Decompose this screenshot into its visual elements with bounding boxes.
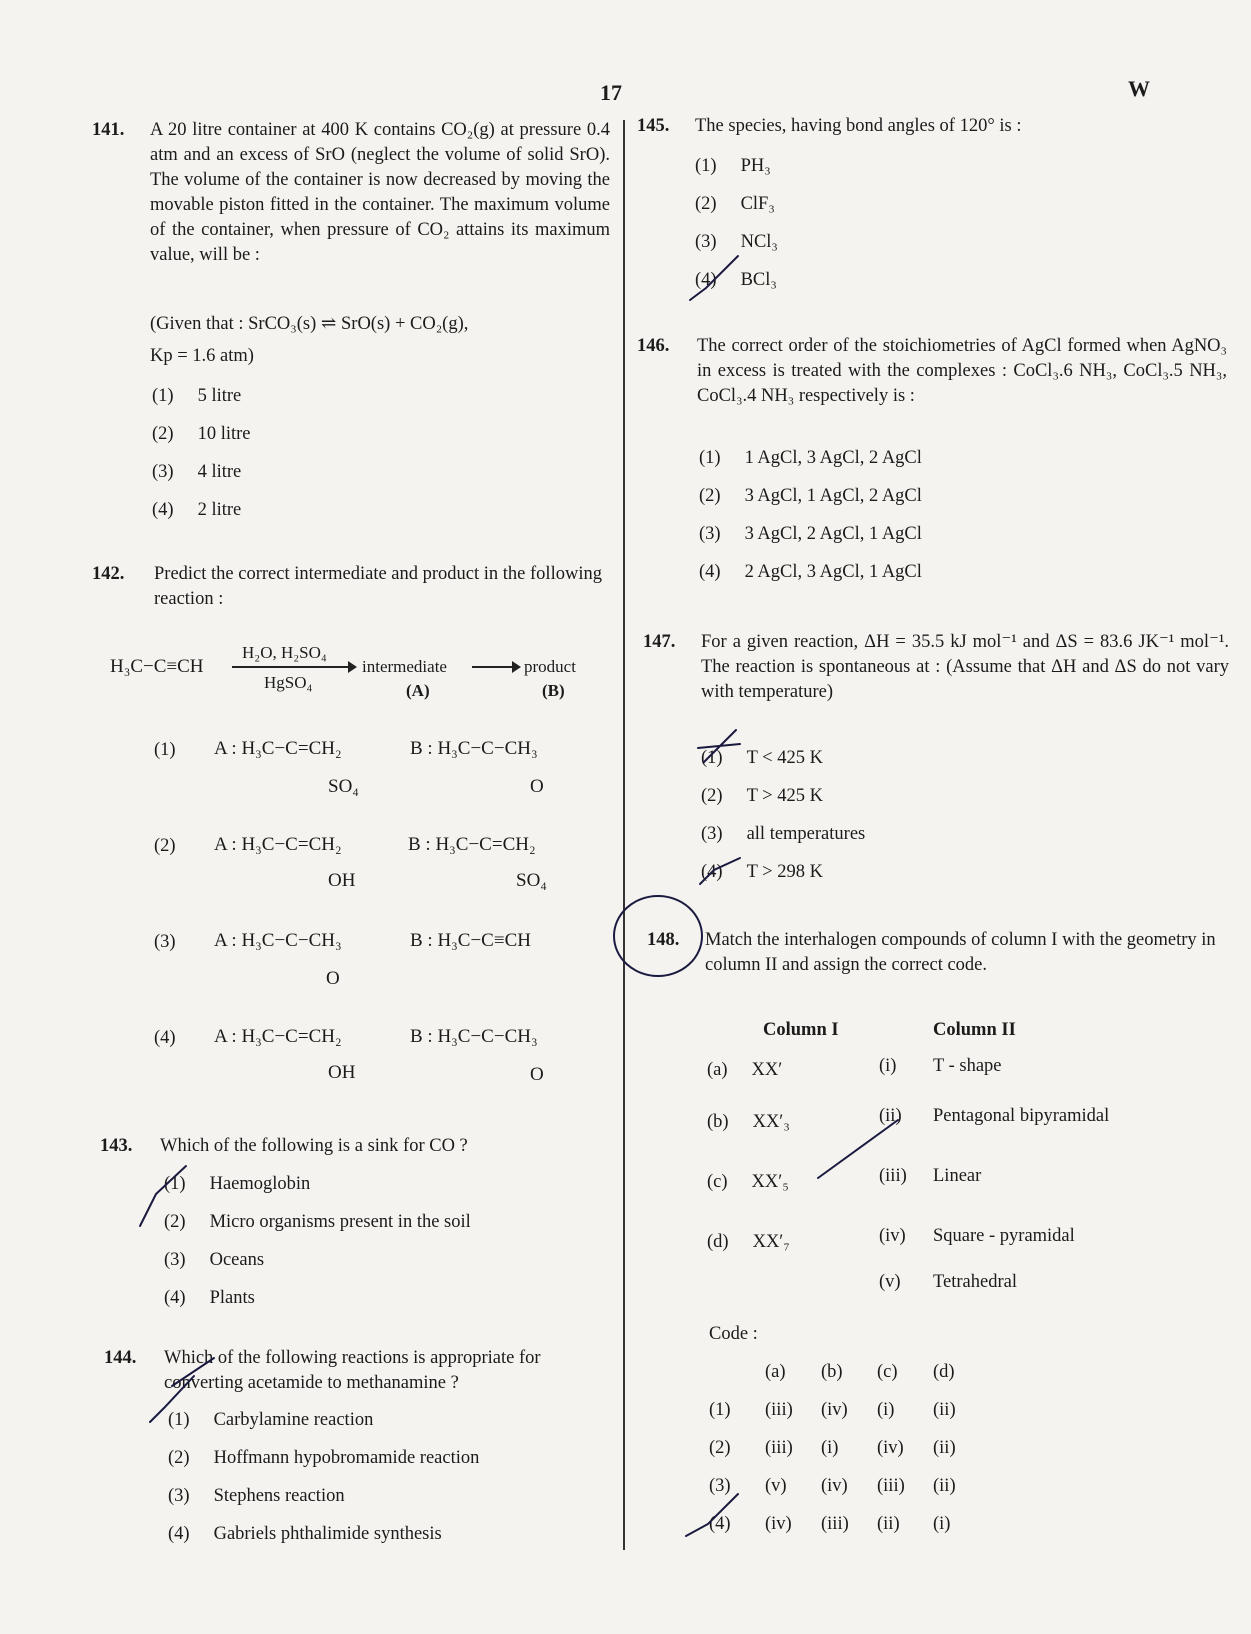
question-148 — [647, 928, 1237, 1534]
option-number: (1) — [695, 156, 717, 176]
option-number: (1) — [168, 1410, 190, 1430]
option-a-structure: A : H₃C−C−CH₃ — [214, 930, 342, 951]
set-code: W — [1128, 76, 1150, 101]
reagents-bottom: HgSO₄ — [264, 673, 313, 692]
question-number: 147. — [643, 632, 676, 652]
code-header-row — [765, 1360, 989, 1385]
right-column — [625, 0, 1251, 1634]
option-number: (4) — [152, 500, 174, 520]
row-label: (i) — [879, 1056, 897, 1076]
row-text: XX′₅ — [751, 1172, 789, 1192]
option[interactable] — [701, 860, 823, 885]
option-b-structure: B : H₃C−C=CH₂ — [408, 834, 536, 855]
option-number: (4) — [699, 562, 721, 582]
option-number: (3) — [168, 1486, 190, 1506]
code-value: (i) — [821, 1438, 839, 1458]
option-number: (3) — [164, 1250, 186, 1270]
arrow-head-2 — [512, 661, 521, 673]
question-number: 145. — [637, 116, 670, 136]
product-label: product — [524, 657, 576, 676]
option-a-substituent: OH — [328, 1062, 356, 1083]
col2-row — [879, 1270, 1017, 1295]
intermediate-code: (A) — [406, 681, 430, 700]
option[interactable] — [152, 498, 241, 523]
code-value: (iii) — [821, 1514, 849, 1534]
option-text: T > 298 K — [746, 862, 823, 882]
code-header: (c) — [877, 1362, 898, 1382]
option-number: (3) — [152, 462, 174, 482]
option-number: (4) — [701, 862, 723, 882]
question-text: Predict the correct intermediate and product in the following reaction : — [154, 564, 602, 609]
option-text: Carbylamine reaction — [213, 1410, 374, 1430]
option-text: 2 AgCl, 3 AgCl, 1 AgCl — [744, 562, 922, 582]
code-value: (v) — [765, 1476, 787, 1496]
col1-row — [707, 1110, 790, 1135]
option-b-substituent: SO₄ — [516, 870, 547, 891]
option-number: (3) — [701, 824, 723, 844]
option-text: 10 litre — [197, 424, 251, 444]
option-b-structure: B : H₃C−C≡CH — [410, 930, 531, 951]
option-text: T < 425 K — [746, 748, 823, 768]
option[interactable] — [695, 154, 771, 179]
row-text: XX′ — [751, 1060, 783, 1080]
question-text: For a given reaction, ΔH = 35.5 kJ mol⁻¹ and ΔS = 83.6 JK⁻¹ mol⁻¹. The reaction is spontaneous at : (Assume that ΔH and ΔS do not vary with temperature) — [701, 632, 1229, 702]
option-text: 3 AgCl, 1 AgCl, 2 AgCl — [744, 486, 922, 506]
code-header: (a) — [765, 1362, 786, 1382]
option-a-substituent: SO₄ — [328, 776, 359, 797]
row-label: (ii) — [879, 1106, 902, 1126]
option-number: (1) — [699, 448, 721, 468]
option[interactable] — [699, 446, 922, 471]
option[interactable] — [701, 784, 823, 809]
row-label: (c) — [707, 1172, 728, 1192]
option-text: 1 AgCl, 3 AgCl, 2 AgCl — [744, 448, 922, 468]
option[interactable] — [154, 1026, 176, 1051]
option-text: BCl₃ — [740, 270, 777, 290]
col2-row — [879, 1104, 1109, 1129]
option[interactable] — [695, 230, 778, 255]
row-text: XX′₃ — [752, 1112, 790, 1132]
option-number: (2) — [168, 1448, 190, 1468]
row-label: (a) — [707, 1060, 728, 1080]
col1-row — [707, 1230, 790, 1255]
option[interactable] — [695, 192, 775, 217]
option-number: (1) — [154, 740, 176, 760]
code-value: (ii) — [933, 1400, 956, 1420]
option[interactable] — [168, 1446, 479, 1471]
col2-row — [879, 1224, 1075, 1249]
option[interactable] — [701, 822, 865, 847]
question-number: 148. — [647, 930, 680, 950]
code-value: (iv) — [877, 1438, 904, 1458]
code-value: (i) — [877, 1400, 895, 1420]
option-text: Oceans — [209, 1250, 265, 1270]
option[interactable] — [152, 422, 251, 447]
option[interactable] — [709, 1474, 989, 1499]
option[interactable] — [709, 1512, 989, 1537]
option[interactable] — [154, 738, 176, 763]
option[interactable] — [699, 484, 922, 509]
column-1-header: Column I — [763, 1020, 839, 1040]
reagents-top: H₂O, H₂SO₄ — [242, 643, 327, 662]
question-text: Which of the following reactions is appropriate for converting acetamide to methanamine ? — [164, 1348, 541, 1393]
option-b-substituent: O — [530, 776, 544, 797]
option-number: (3) — [695, 232, 717, 252]
option-a-structure: A : H₃C−C=CH₂ — [214, 738, 342, 759]
given-equation: (Given that : SrCO₃(s) ⇌ SrO(s) + CO₂(g), — [150, 314, 469, 334]
code-value: (iv) — [765, 1514, 792, 1534]
option-number: (3) — [699, 524, 721, 544]
option-number: (3) — [154, 932, 176, 952]
option[interactable] — [164, 1210, 471, 1235]
option-text: 5 litre — [197, 386, 242, 406]
option-number: (4) — [154, 1028, 176, 1048]
option-number: (1) — [152, 386, 174, 406]
option[interactable] — [168, 1522, 442, 1547]
left-column — [0, 0, 625, 1634]
row-text: Square - pyramidal — [933, 1226, 1075, 1246]
row-text: XX′₇ — [752, 1232, 790, 1252]
code-value: (iii) — [877, 1476, 905, 1496]
option-text: 4 litre — [197, 462, 242, 482]
option-text: Plants — [209, 1288, 255, 1308]
question-text: Match the interhalogen compounds of column I with the geometry in column II and assign the correct code. — [705, 930, 1216, 975]
reactant: H₃C−C≡CH — [110, 656, 204, 677]
option-number: (3) — [709, 1476, 731, 1496]
row-text: Linear — [933, 1166, 982, 1186]
option-number: (1) — [709, 1400, 731, 1420]
option-text: ClF₃ — [740, 194, 775, 214]
option-b-structure: B : H₃C−C−CH₃ — [410, 1026, 538, 1047]
option-number: (4) — [709, 1514, 731, 1534]
option-number: (2) — [154, 836, 176, 856]
option-text: PH₃ — [740, 156, 771, 176]
question-text: The species, having bond angles of 120° is : — [695, 116, 1022, 136]
option-a-structure: A : H₃C−C=CH₂ — [214, 834, 342, 855]
option-a-substituent: O — [326, 968, 340, 989]
option[interactable] — [709, 1398, 989, 1423]
product-code: (B) — [542, 681, 565, 700]
option[interactable] — [154, 834, 176, 859]
option[interactable] — [168, 1484, 345, 1509]
option-number: (2) — [695, 194, 717, 214]
col2-row — [879, 1054, 1002, 1079]
code-value: (iv) — [821, 1476, 848, 1496]
column-2-header: Column II — [933, 1020, 1016, 1040]
question-number: 143. — [100, 1136, 133, 1156]
option[interactable] — [695, 268, 777, 293]
row-label: (b) — [707, 1112, 729, 1132]
option-text: all temperatures — [746, 824, 866, 844]
option[interactable] — [154, 930, 176, 955]
option-b-structure: B : H₃C−C−CH₃ — [410, 738, 538, 759]
option-text: Gabriels phthalimide synthesis — [213, 1524, 442, 1544]
code-value: (i) — [933, 1514, 951, 1534]
option-number: (2) — [699, 486, 721, 506]
question-text: A 20 litre container at 400 K contains CO₂(g) at pressure 0.4 atm and an excess of SrO (neglect the volume of solid SrO). The volume of the container is now decreased by moving the movable piston fitted in the container. The maximum volume of the container, when pressure of CO₂ attains its maximum value, will be : — [150, 120, 610, 265]
option[interactable] — [168, 1408, 373, 1433]
option-text: T > 425 K — [746, 786, 823, 806]
question-number: 141. — [92, 120, 125, 140]
intermediate-label: intermediate — [362, 657, 447, 676]
option-b-substituent: O — [530, 1064, 544, 1085]
question-number: 144. — [104, 1348, 137, 1368]
code-value: (iii) — [765, 1400, 793, 1420]
code-value: (ii) — [933, 1438, 956, 1458]
question-number: 142. — [92, 564, 125, 584]
option-a-substituent: OH — [328, 870, 356, 891]
row-text: Pentagonal bipyramidal — [933, 1106, 1110, 1126]
option-number: (1) — [701, 748, 723, 768]
code-value: (ii) — [933, 1476, 956, 1496]
code-value: (iv) — [821, 1400, 848, 1420]
option-a-structure: A : H₃C−C=CH₂ — [214, 1026, 342, 1047]
option-text: Stephens reaction — [213, 1486, 345, 1506]
option-text: Haemoglobin — [209, 1174, 311, 1194]
option[interactable] — [699, 522, 922, 547]
question-142 — [92, 562, 612, 1085]
option-number: (2) — [152, 424, 174, 444]
option[interactable] — [699, 560, 922, 585]
question-text: Which of the following is a sink for CO ? — [160, 1136, 468, 1156]
code-header: (b) — [821, 1362, 843, 1382]
code-label: Code : — [709, 1324, 758, 1344]
option-number: (1) — [164, 1174, 186, 1194]
row-label: (iv) — [879, 1226, 906, 1246]
option-text: NCl₃ — [740, 232, 778, 252]
row-label: (iii) — [879, 1166, 907, 1186]
row-label: (d) — [707, 1232, 729, 1252]
code-header: (d) — [933, 1362, 955, 1382]
option[interactable] — [701, 746, 823, 771]
option-number: (4) — [164, 1288, 186, 1308]
col1-row — [707, 1058, 782, 1083]
code-value: (iii) — [765, 1438, 793, 1458]
page-number: 17 — [600, 80, 622, 105]
option-number: (4) — [695, 270, 717, 290]
arrow-head — [348, 661, 357, 673]
row-text: T - shape — [933, 1056, 1002, 1076]
option-number: (2) — [701, 786, 723, 806]
row-text: Tetrahedral — [933, 1272, 1017, 1292]
question-text: The correct order of the stoichiometries of AgCl formed when AgNO₃ in excess is treated with the complexes : CoCl₃.6 NH₃, CoCl₃.5 NH₃, CoCl₃.4 NH₃ respectively is : — [697, 336, 1227, 406]
option-text: 3 AgCl, 2 AgCl, 1 AgCl — [744, 524, 922, 544]
option[interactable] — [164, 1248, 264, 1273]
option[interactable] — [164, 1172, 310, 1197]
option-number: (4) — [168, 1524, 190, 1544]
option-text: 2 litre — [197, 500, 242, 520]
option[interactable] — [152, 460, 241, 485]
reaction-arrow-2 — [472, 666, 516, 668]
option-number: (2) — [709, 1438, 731, 1458]
reaction-arrow — [232, 666, 352, 668]
col2-row — [879, 1164, 981, 1189]
row-label: (v) — [879, 1272, 901, 1292]
option[interactable] — [709, 1436, 989, 1461]
option-text: Hoffmann hypobromamide reaction — [213, 1448, 480, 1468]
option[interactable] — [152, 384, 241, 409]
option[interactable] — [164, 1286, 255, 1311]
option-number: (2) — [164, 1212, 186, 1232]
given-kp: Kp = 1.6 atm) — [150, 346, 254, 366]
option-text: Micro organisms present in the soil — [209, 1212, 471, 1232]
code-value: (ii) — [877, 1514, 900, 1534]
question-number: 146. — [637, 336, 670, 356]
col1-row — [707, 1170, 789, 1195]
